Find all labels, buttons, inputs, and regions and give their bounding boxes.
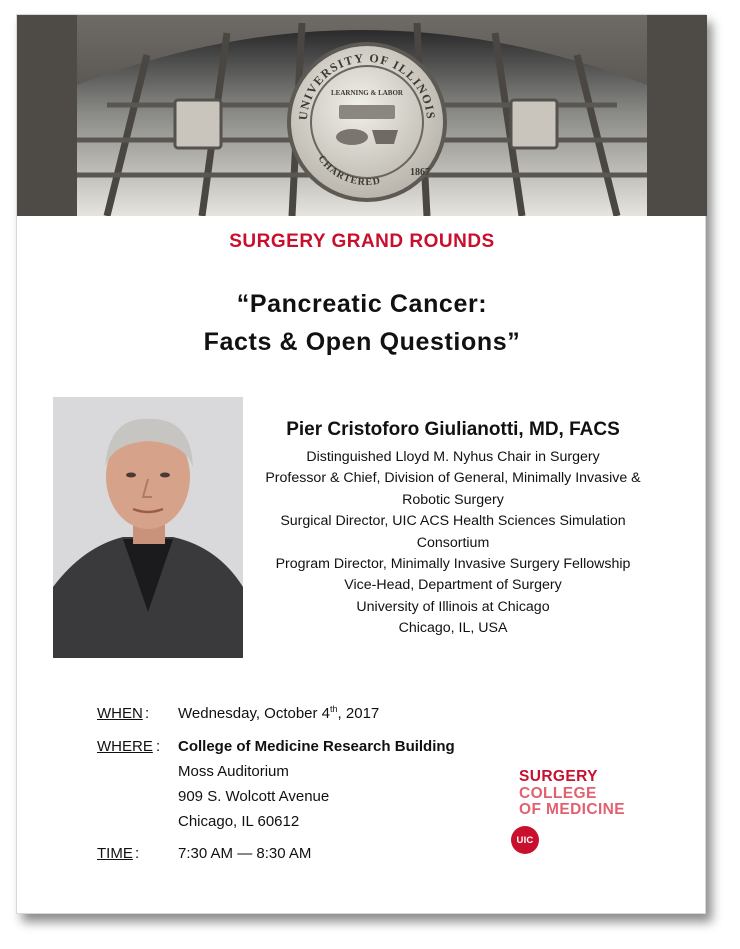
when-colon: : [145,705,150,722]
where-building: College of Medicine Research Building [178,738,455,755]
logo-line-1: SURGERY [519,768,598,785]
where-label: WHERE [97,738,153,755]
where-room: Moss Auditorium [178,763,289,780]
talk-title-line-2: Facts & Open Questions” [203,328,521,356]
when-value: Wednesday, October 4th, 2017 [178,704,380,722]
talk-title [17,285,707,361]
flyer-page [16,14,706,914]
seal-top-text: UNIVERSITY OF ILLINOIS [295,50,439,121]
speaker-title-line: Consortium [416,534,490,551]
speaker-bio [243,419,663,640]
speaker-title-line: Distinguished Lloyd M. Nyhus Chair in Surgery [306,449,600,465]
where-street: 909 S. Wolcott Avenue [178,788,330,805]
logo-line-2: COLLEGE [519,784,597,802]
speaker-portrait [53,397,243,658]
time-colon: : [135,845,140,862]
seal-motto: LEARNING & LABOR [331,89,403,97]
seal-year: 1867 [410,167,430,178]
speaker-location: Chicago, IL, USA [398,620,508,637]
logo-line-3: OF MEDICINE [519,801,626,818]
where-city: Chicago, IL 60612 [178,813,300,830]
uic-surgery-logo [511,768,661,846]
time-label: TIME [97,845,133,862]
time-value: 7:30 AM — 8:30 AM [178,845,312,862]
speaker-title-line: Professor & Chief, Division of General, Minimally Invasive & [265,470,641,487]
speaker-name: Pier Cristoforo Giulianotti, MD, FACS [286,419,620,440]
seal-bottom-text: CHARTERED [315,153,382,189]
where-colon: : [156,738,161,755]
header-photo [17,15,707,216]
speaker-title-line: Robotic Surgery [402,491,504,508]
talk-title-line-1: “Pancreatic Cancer: [236,290,488,318]
uic-badge-icon: UIC [511,826,539,854]
speaker-title-line: Vice-Head, Department of Surgery [344,577,562,594]
event-series-heading: SURGERY GRAND ROUNDS [229,231,495,252]
speaker-title-line: Surgical Director, UIC ACS Health Sciences Simulation [280,513,626,530]
speaker-affiliation: University of Illinois at Chicago [356,598,550,615]
speaker-title-line: Program Director, Minimally Invasive Surgery Fellowship [275,556,631,573]
when-label: WHEN [97,705,143,722]
